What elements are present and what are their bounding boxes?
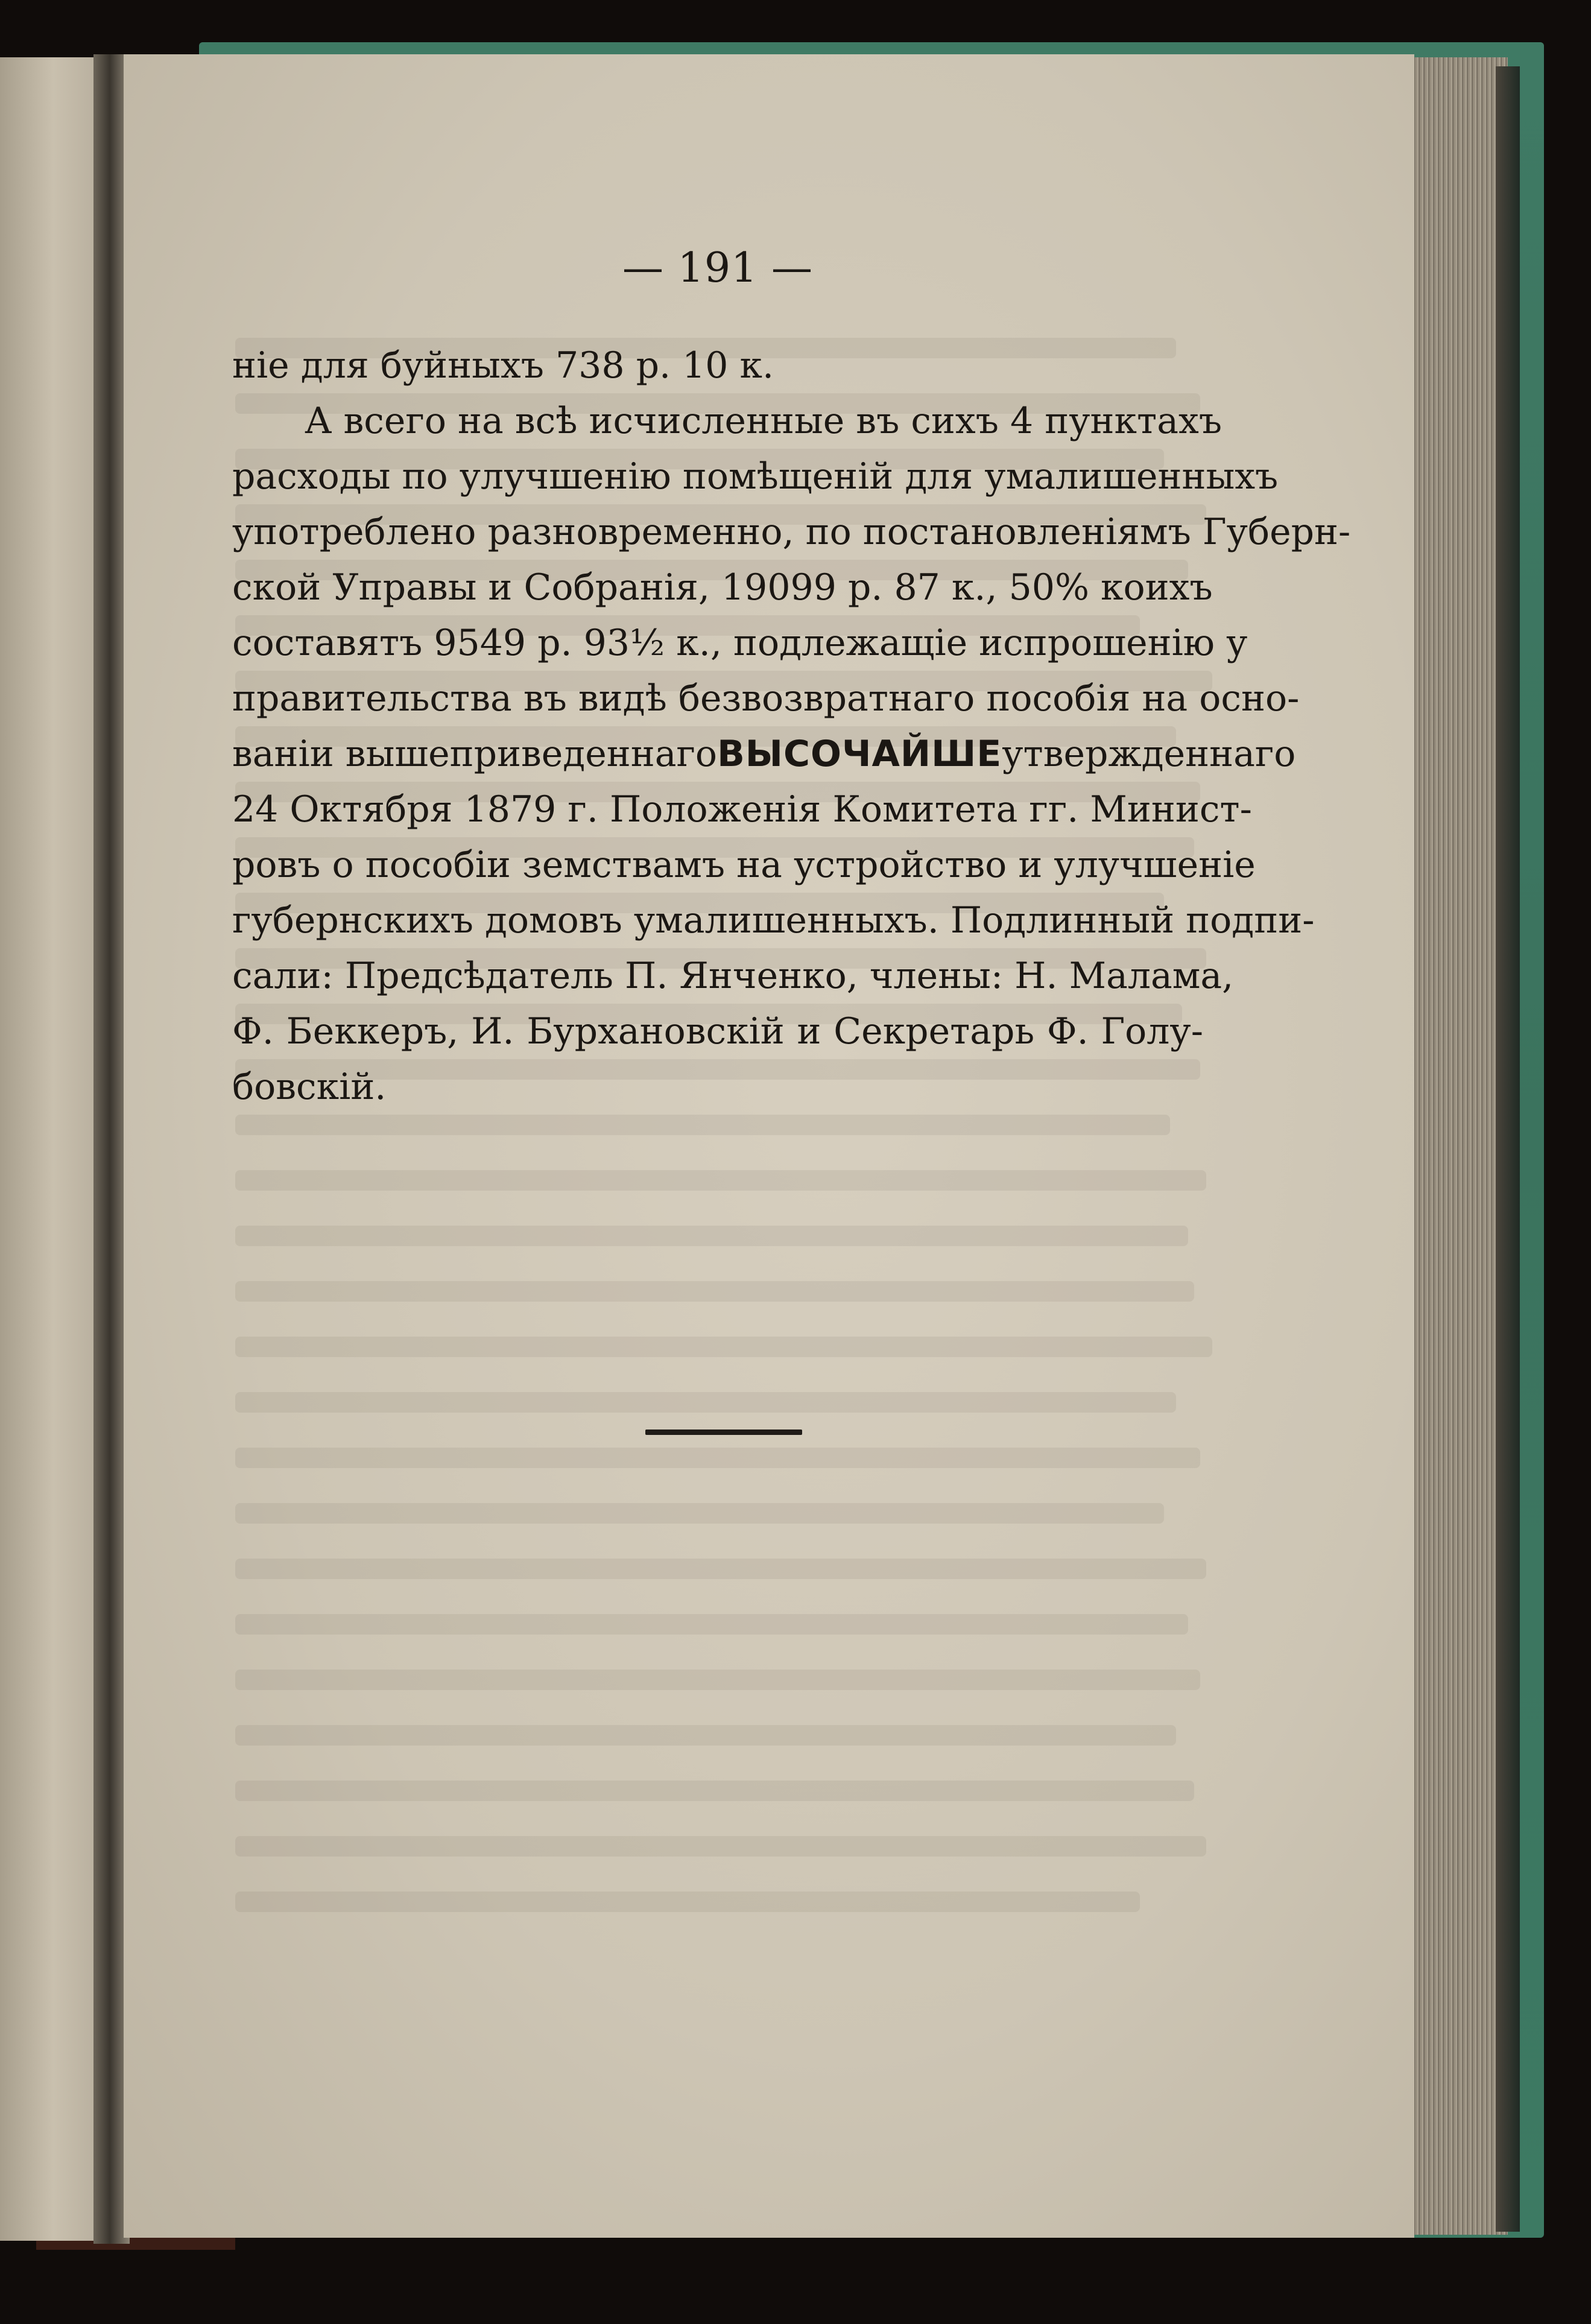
text-line: бовскій. [232, 1066, 387, 1108]
text-line-with-emphasis [232, 726, 1296, 782]
text-line: 24 Октября 1879 г. Положенія Комитета гг. Минист- [232, 788, 1252, 831]
text-line: губернскихъ домовъ умалишенныхъ. Подлинный подпи- [232, 899, 1315, 942]
text-line: составятъ 9549 р. 93½ к., подлежащіе испрошенію у [232, 622, 1248, 664]
text-line: употреблено разновременно, по постановленіямъ Губерн- [232, 511, 1351, 553]
text-line: расходы по улучшенію помѣщеній для умалишенныхъ [232, 455, 1279, 498]
page-number-header: — 191 — [622, 244, 814, 292]
text-segment: утвержденнаго [1002, 733, 1296, 775]
page-edges [1411, 57, 1508, 2235]
text-line: ской Управы и Собранія, 19099 р. 87 к., 50% коихъ [232, 566, 1213, 609]
page-edges-shadow [1496, 66, 1520, 2232]
text-line: ровъ о пособіи земствамъ на устройство и улучшеніе [232, 844, 1256, 886]
text-line: правительства въ видѣ безвозвратнаго пособія на осно- [232, 677, 1300, 720]
emphasized-word: ВЫСОЧАЙШЕ [717, 733, 1002, 775]
text-line: сали: Предсѣдатель П. Янченко, члены: Н. Малама, [232, 955, 1234, 997]
facing-page [0, 57, 96, 2241]
text-line: Ф. Беккеръ, И. Бурхановскій и Секретарь Ф. Голу- [232, 1010, 1203, 1053]
paragraph-first-line: А всего на всѣ исчисленные въ сихъ 4 пунктахъ [305, 400, 1223, 442]
end-rule [645, 1430, 802, 1435]
text-line: ніе для буйныхъ 738 р. 10 к. [232, 344, 774, 387]
text-segment: ваніи вышеприведеннаго [232, 733, 718, 775]
